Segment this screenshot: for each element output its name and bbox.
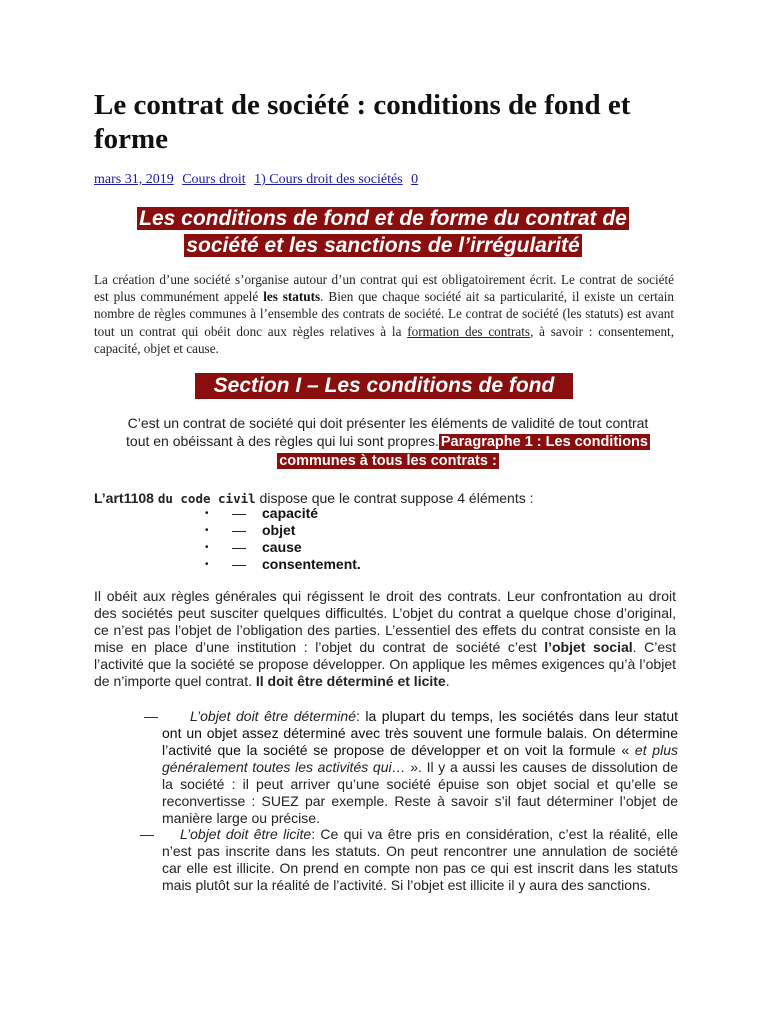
list-item-label: cause bbox=[262, 539, 302, 555]
subpoint-determine-text-1: : la plupart du temps, les sociétés dans leur statut ont un objet assez déterminé avec très souvent une formule balais. On détermine l’activité que la société se propose de développer et on voit la formule « bbox=[162, 708, 678, 758]
comments-link[interactable]: 0 bbox=[411, 172, 419, 187]
intro-bold-statuts: les statuts bbox=[263, 289, 321, 305]
intro-text-3: , à savoir : consentement, capacité, objet et cause. bbox=[94, 323, 674, 356]
body-text-3: . bbox=[445, 673, 450, 689]
section-1-intro-text: C’est un contrat de société qui doit présenter les éléments de validité de tout contrat tout en obéissant à des règles qui lui sont propres. bbox=[126, 415, 649, 449]
subpoint-determine bbox=[144, 708, 678, 827]
main-heading-line1: Les conditions de fond et de forme du contrat de bbox=[139, 207, 627, 230]
dash-icon: — bbox=[232, 556, 246, 572]
subpoint-licite-title: L’objet doit être licite bbox=[180, 826, 312, 842]
paragraph-1-heading: Paragraphe 1 : Les conditions communes à tous les contrats : bbox=[279, 434, 648, 469]
intro-text-1: La création d’une société s’organise autour d’un contrat qui est obligatoirement écrit. Le contrat de société est plus communément appelé bbox=[94, 272, 674, 305]
list-item bbox=[205, 522, 361, 539]
art-prefix: L’art1108 bbox=[94, 490, 158, 506]
dash-icon: — bbox=[140, 826, 154, 842]
body-text-2: . C’est l’activité que la société se propose développer. On applique les mêmes exigences qu’à l’objet de n’importe quel contrat. bbox=[94, 639, 676, 689]
date-link[interactable]: mars 31, 2019 bbox=[94, 172, 174, 187]
subcategory-link[interactable]: 1) Cours droit des sociétés bbox=[254, 172, 403, 187]
article-title: Le contrat de société : conditions de fond et forme bbox=[94, 89, 631, 155]
main-heading bbox=[113, 205, 653, 259]
intro-paragraph bbox=[94, 271, 674, 357]
list-item-label: capacité bbox=[262, 505, 319, 521]
formation-contrats-link[interactable]: formation des contrats bbox=[407, 323, 531, 339]
art-rest: dispose que le contrat suppose 4 éléments : bbox=[255, 490, 534, 506]
article-meta bbox=[94, 172, 423, 188]
bullet-icon: • bbox=[205, 508, 209, 519]
list-item bbox=[205, 556, 361, 573]
list-item-label: consentement. bbox=[262, 556, 361, 572]
list-item bbox=[205, 539, 361, 556]
section-1-intro bbox=[118, 414, 658, 470]
dash-icon: — bbox=[232, 539, 246, 555]
subpoint-determine-text-2: ». Il y a aussi les causes de dissolution de la société : il peut arriver qu’une société épuise son objet social et qu’elle se reconvertisse : SUEZ par exemple. Reste à savoir s’il faut déterminer l’objet de manière large ou précise. bbox=[162, 759, 678, 826]
list-item bbox=[205, 505, 361, 522]
section-1-heading: Section I – Les conditions de fond bbox=[195, 373, 573, 399]
bullet-icon: • bbox=[205, 559, 209, 570]
elements-list bbox=[205, 505, 361, 573]
body-paragraph bbox=[94, 588, 676, 690]
bullet-icon: • bbox=[205, 525, 209, 536]
body-bold-determine: Il doit être déterminé et licite bbox=[255, 673, 446, 689]
main-heading-line2: société et les sanctions de l’irrégularité bbox=[186, 234, 580, 257]
body-bold-objet-social: l’objet social bbox=[544, 639, 633, 655]
code-civil-label: du code civil bbox=[157, 491, 256, 506]
dash-icon: — bbox=[232, 522, 246, 538]
subpoint-determine-title: L’objet doit être déterminé bbox=[190, 708, 356, 724]
subpoint-licite bbox=[140, 826, 678, 894]
article-1108-line bbox=[94, 489, 694, 508]
category-link[interactable]: Cours droit bbox=[182, 172, 246, 187]
subpoint-determine-quote: et plus généralement toutes les activités qui… bbox=[162, 742, 678, 775]
intro-text-2: . Bien que chaque société ait sa particularité, il existe un certain nombre de règles communes à l’ensemble des contrats de société. Le contrat de société (les statuts) est avant tout un contrat qui obéit donc aux règles relatives à la bbox=[94, 289, 675, 339]
body-text-1: Il obéit aux règles générales qui régissent le droit des contrats. Leur confrontation au droit des sociétés peut susciter quelques difficultés. L’objet du contrat a quelque chose d’original, ce n’est pas l’objet de l’obligation des parties. L’essentiel des effets du contrat consiste en la mise en place d’une institution : l’objet du contrat de société c’est bbox=[94, 588, 676, 655]
dash-icon: — bbox=[144, 708, 158, 724]
dash-icon: — bbox=[232, 505, 246, 521]
bullet-icon: • bbox=[205, 542, 209, 553]
list-item-label: objet bbox=[262, 522, 296, 538]
subpoint-licite-text: : Ce qui va être pris en considération, c’est la réalité, elle n’est pas inscrite dans les statuts. On peut rencontrer une annulation de société car elle est illicite. On prend en compte non pas ce qui est inscrit dans les statuts mais plutôt sur la réalité de l’activité. Si l’objet est illicite il y aura des sanctions. bbox=[162, 826, 678, 893]
